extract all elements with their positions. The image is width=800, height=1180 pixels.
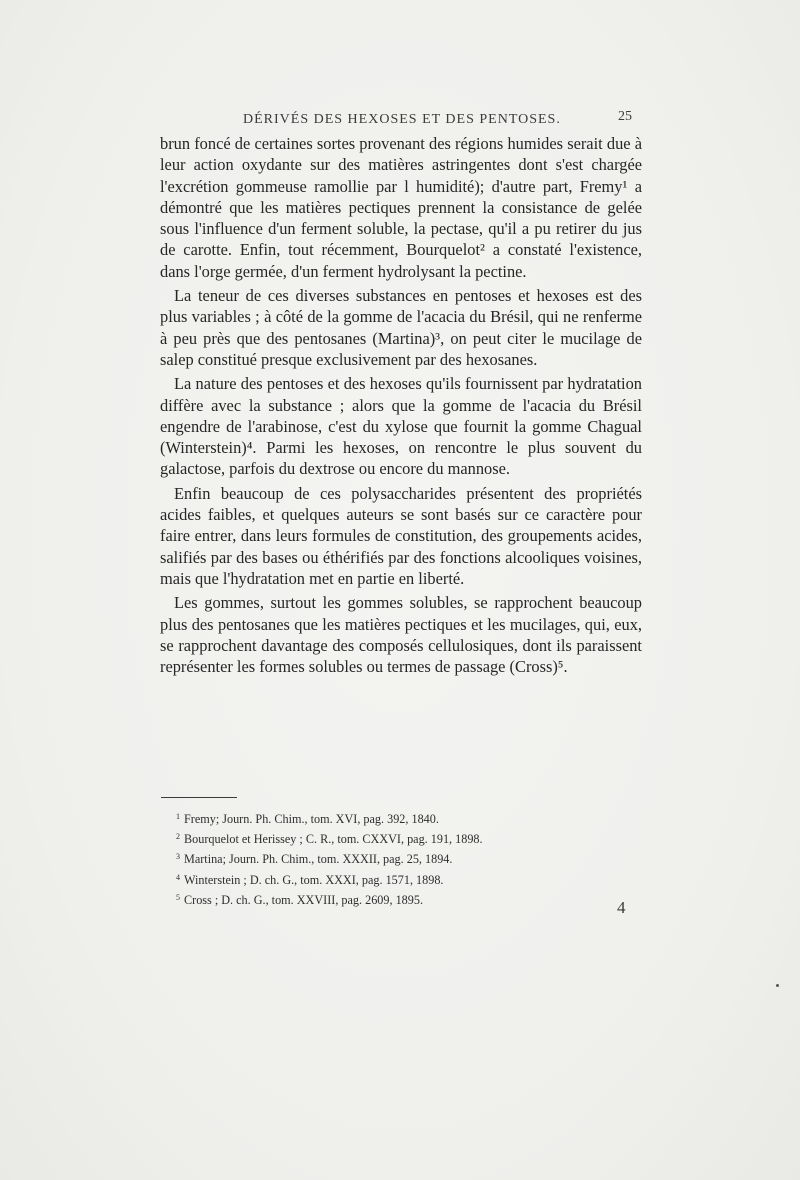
footnote-text: Bourquelot et Herissey ; C. R., tom. CXXVI, pag. 191, 1898. — [184, 832, 483, 847]
paragraph: brun foncé de certaines sortes provenant des régions humides serait due à leur action oxydante sur des matières astringentes dont s'est chargée l'excrétion gommeuse ramollie par l humidité); d'autre part, Fremy¹ a démontré que les matières pectiques prennent la consistance de gelée sous l'influence d'un ferment soluble, la pectase, qu'il a pu retirer du jus de carotte. Enfin, tout récemment, Bourquelot² a constaté l'existence, dans l'orge germée, d'un ferment hydrolysant la pectine. — [160, 134, 642, 281]
footnotes — [176, 808, 616, 909]
footnote-mark: 1 — [176, 812, 180, 821]
footnote-divider — [161, 797, 237, 798]
paragraph: Les gommes, surtout les gommes solubles, se rapprochent beaucoup plus des pentosanes que les matières pectiques et les mucilages, qui, eux, se rapprochent davantage des composés cellulosiques, dont ils paraissent représenter les formes solubles ou termes de passage (Cross)⁵. — [160, 593, 642, 677]
paper-speck — [776, 984, 779, 987]
footnote-mark: 3 — [176, 852, 180, 862]
footnote-text: Martina; Journ. Ph. Chim., tom. XXXII, pag. 25, 1894. — [184, 852, 453, 867]
footnote — [176, 808, 616, 828]
footnote — [176, 828, 616, 848]
footnote-mark: 5 — [176, 892, 180, 902]
page-number: 25 — [618, 109, 632, 124]
footnote-text: Winterstein ; D. ch. G., tom. XXXI, pag. 1571, 1898. — [184, 872, 444, 887]
footnote-text: Fremy; Journ. Ph. Chim., tom. XVI, pag. 392, 1840. — [184, 812, 439, 826]
footnote-text: Cross ; D. ch. G., tom. XXVIII, pag. 2609, 1895. — [184, 892, 423, 907]
footnote — [176, 889, 616, 909]
footnote — [176, 848, 616, 868]
signature-mark: 4 — [617, 898, 626, 917]
body-text — [160, 133, 642, 677]
footnote-mark: 4 — [176, 872, 180, 882]
footnote-mark: 2 — [176, 832, 180, 842]
running-title: DÉRIVÉS DES HEXOSES ET DES PENTOSES. — [243, 112, 561, 127]
paragraph: La teneur de ces diverses substances en pentoses et hexoses est des plus variables ; à côté de la gomme de l'acacia du Brésil, qui ne renferme à peu près que des pentosanes (Martina)³, on peut citer le mucilage de salep constitué presque exclusivement par des hexosanes. — [160, 286, 642, 369]
paragraph: Enfin beaucoup de ces polysaccharides présentent des propriétés acides faibles, et quelques auteurs se sont basés sur ce caractère pour faire entrer, dans leurs formules de constitution, des groupements acides, salifiés par des bases ou éthérifiés par des fonctions alcooliques voisines, mais que l'hydratation met en partie en liberté. — [160, 483, 642, 588]
paragraph: La nature des pentoses et des hexoses qu'ils fournissent par hydratation diffère avec la substance ; alors que la gomme de l'acacia du Brésil engendre de l'arabinose, c'est du xylose que fournit la gomme Chagual (Winterstein)⁴. Parmi les hexoses, on rencontre le plus souvent du galactose, parfois du dextrose ou encore du mannose. — [160, 374, 642, 479]
footnote — [176, 869, 616, 889]
